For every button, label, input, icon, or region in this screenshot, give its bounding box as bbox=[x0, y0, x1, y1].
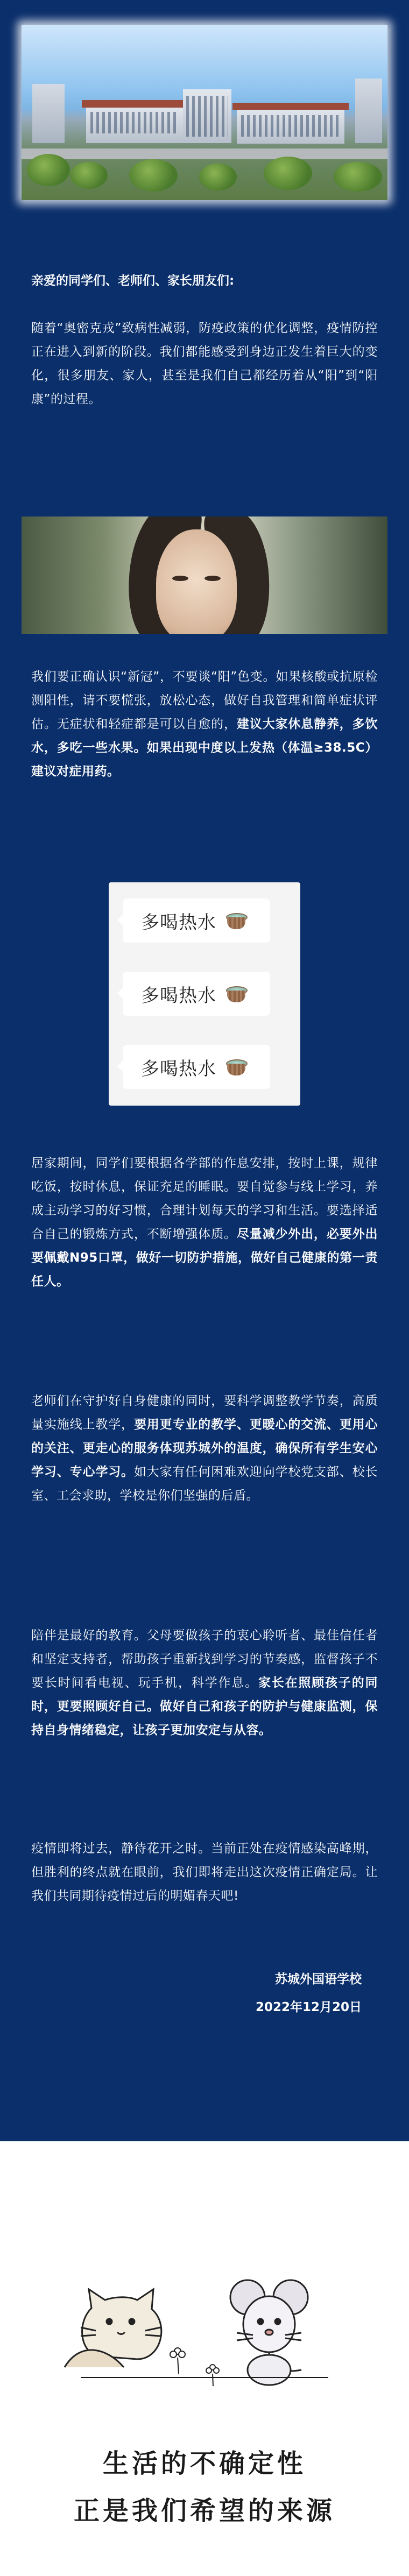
paragraph-covid-awareness-text: 我们要正确认识“新冠”，不要谈“阳”色变。如果核酸或抗原检测阳性，请不要慌张，放松心态，做好自我管理和简单症状评估。无症状和轻症都是可以自愈的， bbox=[31, 670, 378, 731]
tea-cup-icon bbox=[224, 1056, 248, 1078]
paragraph-teachers-text-b: 如大家有任何困难欢迎向学校党支部、校长室、工会求助，学校是你们坚强的后盾。 bbox=[31, 1465, 378, 1503]
paragraph-parents-highlight: 家长在照顾孩子的同时，更要照顾好自己。做好自己和孩子的防护与健康监测，保持自身情绪稳定，让孩子更加安定与从容。 bbox=[31, 1676, 378, 1737]
cat-icon bbox=[65, 2289, 161, 2367]
flower-icon bbox=[170, 2348, 219, 2386]
slogan-line-2: 正是我们希望的来源 bbox=[73, 2496, 335, 2526]
signature-date: 2022年12月20日 bbox=[255, 2000, 362, 2014]
paragraph-students-text: 居家期间，同学们要根据各学部的作息安排，按时上课，规律吃饭，按时休息，保证充足的睡眠。要自觉参与线上学习，养成主动学习的好习惯，合理计划每天的学习和生活。要选择适合自己的锻炼方式，不断增强体质。 bbox=[31, 1156, 378, 1241]
mouse-icon bbox=[230, 2280, 308, 2385]
chat-bubble bbox=[123, 898, 270, 943]
chat-screenshot bbox=[109, 882, 300, 1106]
cat-and-mouse-illustration bbox=[0, 2233, 409, 2394]
paragraph-teachers bbox=[31, 1389, 378, 1508]
paragraph-parents bbox=[31, 1624, 378, 1742]
paragraph-closing: 疫情即将过去，静待花开之时。当前正处在疫情感染高峰期，但胜利的终点就在眼前，我们即将走出这次疫情正确定局。让我们共同期待疫情过后的明媚春天吧! bbox=[31, 1842, 378, 1903]
chat-bubble-text: 多喝热水 bbox=[141, 1058, 216, 1080]
paragraph-covid-awareness-highlight: 建议大家休息静养，多饮水，多吃一些水果。如果出现中度以上发热（体温≥38.5C）建议对症用药。 bbox=[31, 717, 378, 779]
paragraph-intro: 随着“奥密克戎”致病性减弱，防疫政策的优化调整，疫情防控正在进入到新的阶段。我们都能感受到身边正发生着巨大的变化，很多朋友、家人，甚至是我们自己都经历着从“阳”到“阳康”的过程。 bbox=[31, 321, 378, 406]
paragraph-students bbox=[31, 1151, 378, 1293]
portrait-photo bbox=[22, 516, 387, 634]
greeting-heading: 亲爱的同学们、老师们、家长朋友们: bbox=[31, 274, 235, 288]
tea-cup-icon bbox=[224, 983, 248, 1004]
paragraph-teachers-text-a: 老师们在守护好自身健康的同时，要科学调整教学节奏，高质量实施线上教学， bbox=[31, 1394, 378, 1432]
campus-photo bbox=[22, 25, 387, 200]
paragraph-covid-awareness bbox=[31, 665, 378, 783]
tea-cup-icon bbox=[224, 910, 248, 931]
paragraph-teachers-highlight: 要用更专业的教学、更暖心的交流、更用心的关注、更走心的服务体现苏城外的温度，确保所有学生安心学习、专心学习。 bbox=[31, 1418, 378, 1479]
ground-line bbox=[81, 2377, 328, 2378]
paragraph-students-highlight: 尽量减少外出，必要外出要佩戴N95口罩，做好一切防护措施，做好自己健康的第一责任人。 bbox=[31, 1227, 378, 1289]
signature-school: 苏城外国语学校 bbox=[275, 1972, 362, 1986]
chat-bubble-text: 多喝热水 bbox=[141, 911, 216, 933]
chat-bubble-text: 多喝热水 bbox=[141, 985, 216, 1007]
paragraph-parents-text: 陪伴是最好的教育。父母要做孩子的衷心聆听者、最佳信任者和坚定支持者，帮助孩子重新找到学习的节奏感，监督孩子不要长时间看电视、玩手机，科学作息。 bbox=[31, 1629, 378, 1690]
chat-bubble bbox=[123, 972, 270, 1016]
chat-bubble bbox=[123, 1045, 270, 1089]
slogan-line-1: 生活的不确定性 bbox=[102, 2448, 306, 2479]
